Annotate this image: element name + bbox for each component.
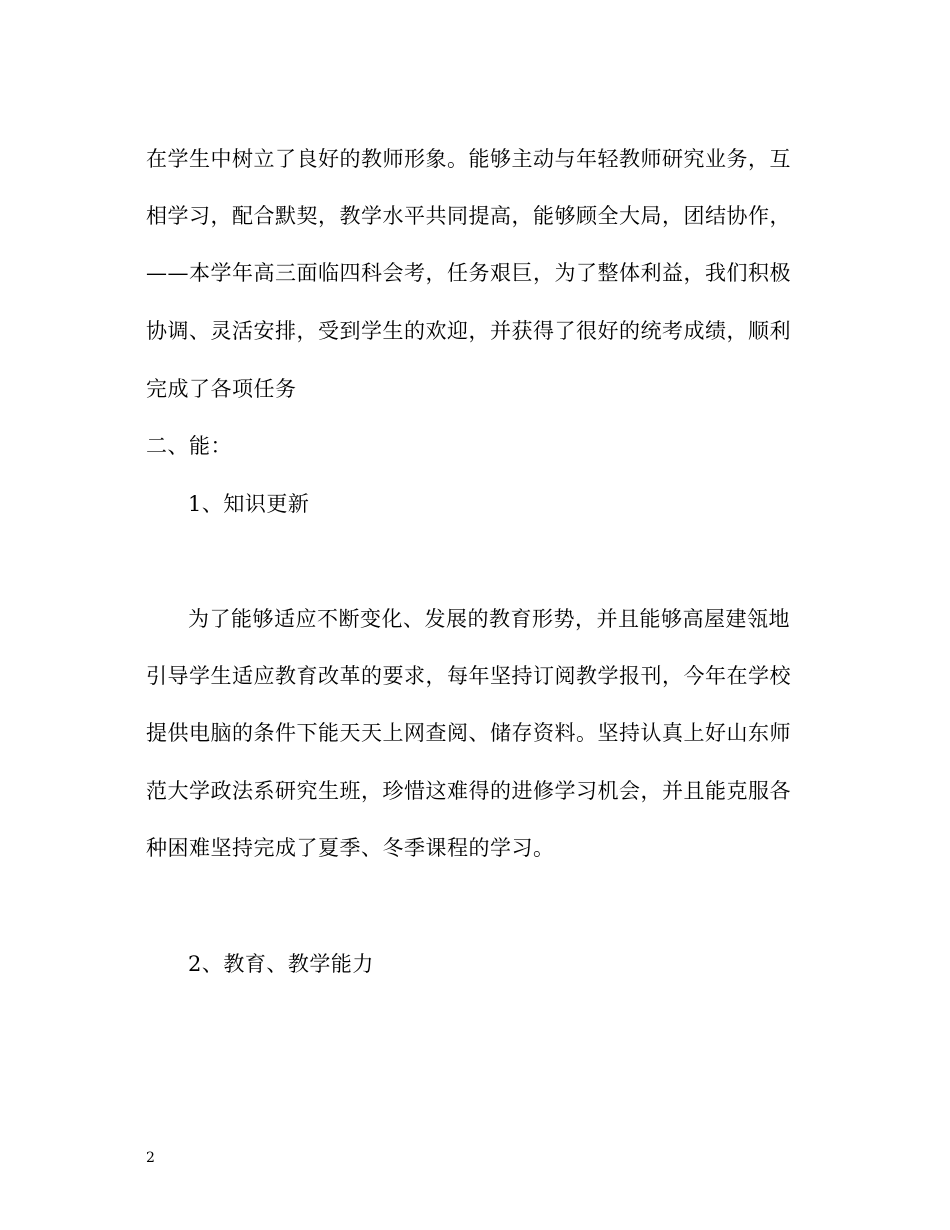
body-text-line: 引导学生适应教育改革的要求，每年坚持订阅教学报刊，今年在学校: [146, 664, 791, 688]
body-text-line: 协调、灵活安排，受到学生的欢迎，并获得了很好的统考成绩，顺利: [146, 319, 791, 343]
body-text-line: 在学生中树立了良好的教师形象。能够主动与年轻教师研究业务，互: [146, 147, 791, 171]
body-text-line: 为了能够适应不断变化、发展的教育形势，并且能够高屋建瓴地: [188, 607, 790, 631]
page-number: 2: [146, 1150, 155, 1166]
body-text-line: ——本学年高三面临四科会考，任务艰巨，为了整体利益，我们积极: [146, 261, 791, 285]
body-text-line: 完成了各项任务: [146, 377, 297, 401]
body-text-line: 范大学政法系研究生班，珍惜这难得的进修学习机会，并且能克服各: [146, 779, 791, 803]
body-text-line: 提供电脑的条件下能天天上网查阅、储存资料。坚持认真上好山东师: [146, 721, 791, 745]
subsection-heading: 1、知识更新: [188, 492, 310, 516]
subsection-heading: 2、教育、教学能力: [188, 952, 374, 976]
section-heading: 二、能：: [146, 434, 232, 458]
body-text-line: 种困难坚持完成了夏季、冬季课程的学习。: [146, 836, 555, 860]
body-text-line: 相学习，配合默契，教学水平共同提高，能够顾全大局，团结协作，: [146, 204, 791, 228]
